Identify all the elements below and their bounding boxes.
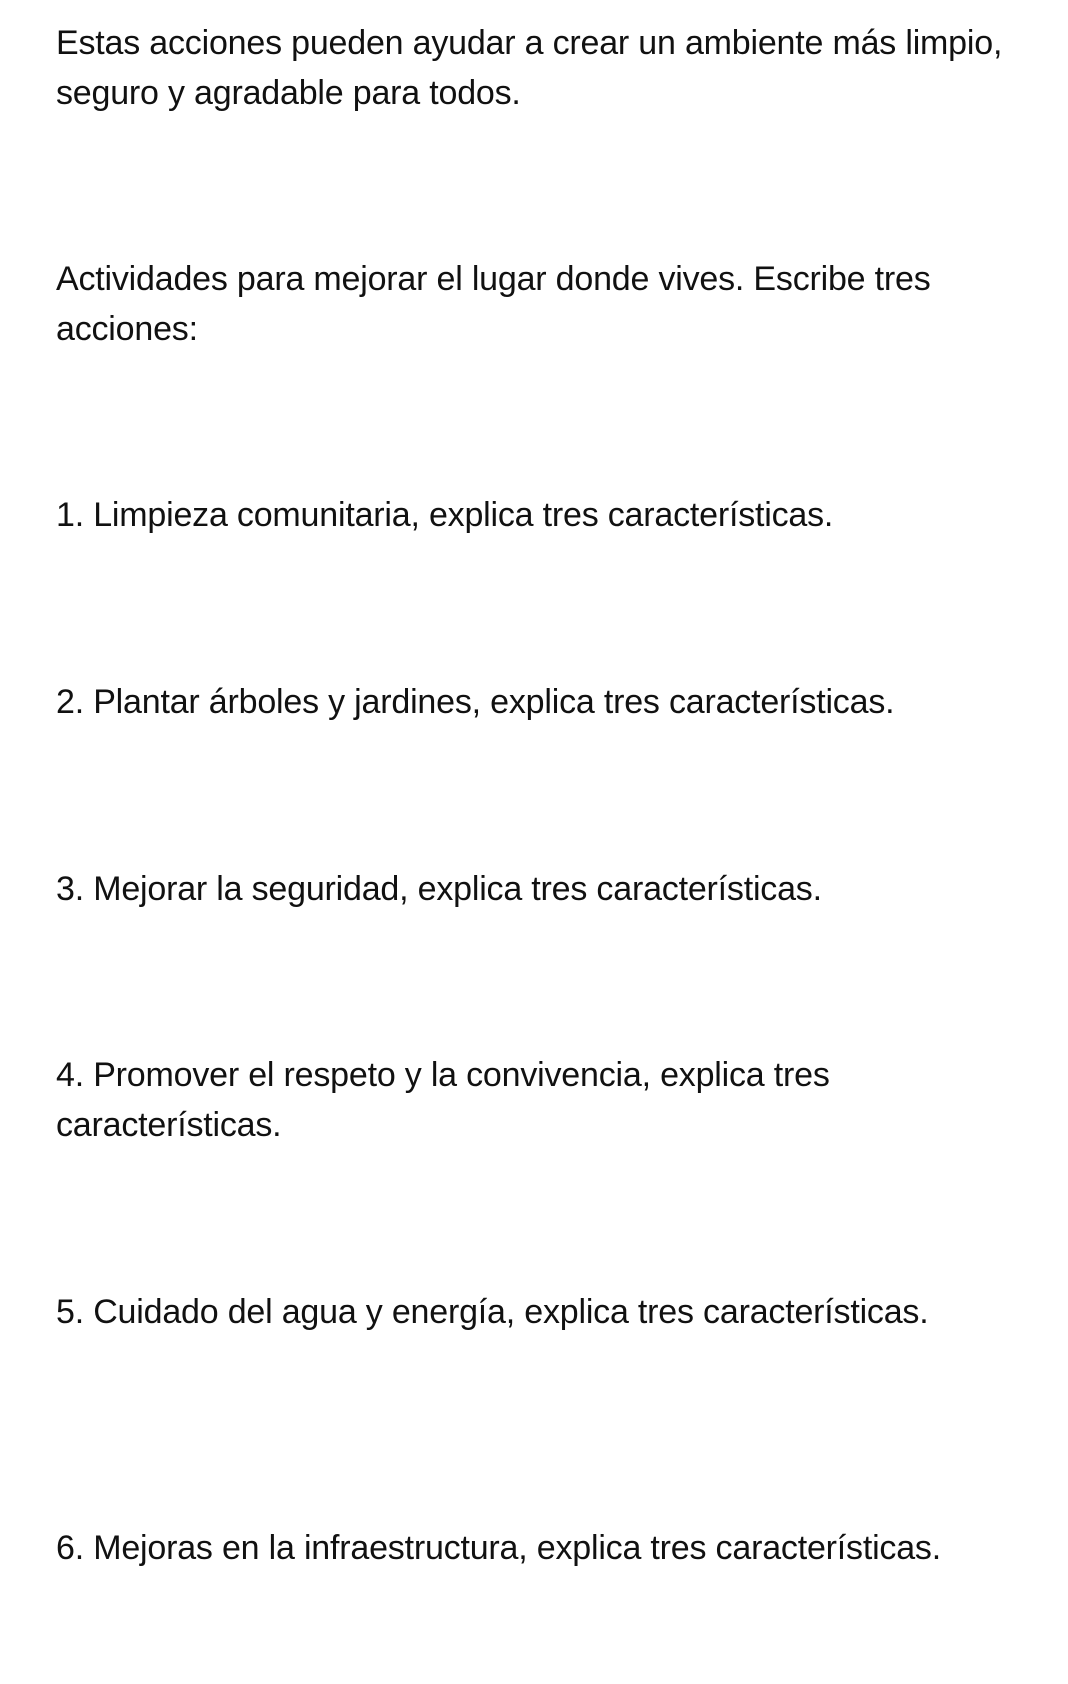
list-item-limpieza: 1. Limpieza comunitaria, explica tres características.: [56, 496, 834, 534]
activities-heading: Actividades para mejorar el lugar donde vives. Escribe tres acciones:: [56, 260, 931, 348]
list-item-plantar: 2. Plantar árboles y jardines, explica tres características.: [56, 683, 895, 721]
list-item-agua-energia: 5. Cuidado del agua y energía, explica tres características.: [56, 1293, 929, 1331]
list-item-infraestructura: 6. Mejoras en la infraestructura, explica tres características.: [56, 1529, 941, 1567]
list-item-seguridad: 3. Mejorar la seguridad, explica tres características.: [56, 870, 822, 908]
intro-paragraph: Estas acciones pueden ayudar a crear un ambiente más limpio, seguro y agradable para todos.: [56, 24, 1003, 112]
list-item-respeto: 4. Promover el respeto y la convivencia, explica tres características.: [56, 1056, 830, 1144]
